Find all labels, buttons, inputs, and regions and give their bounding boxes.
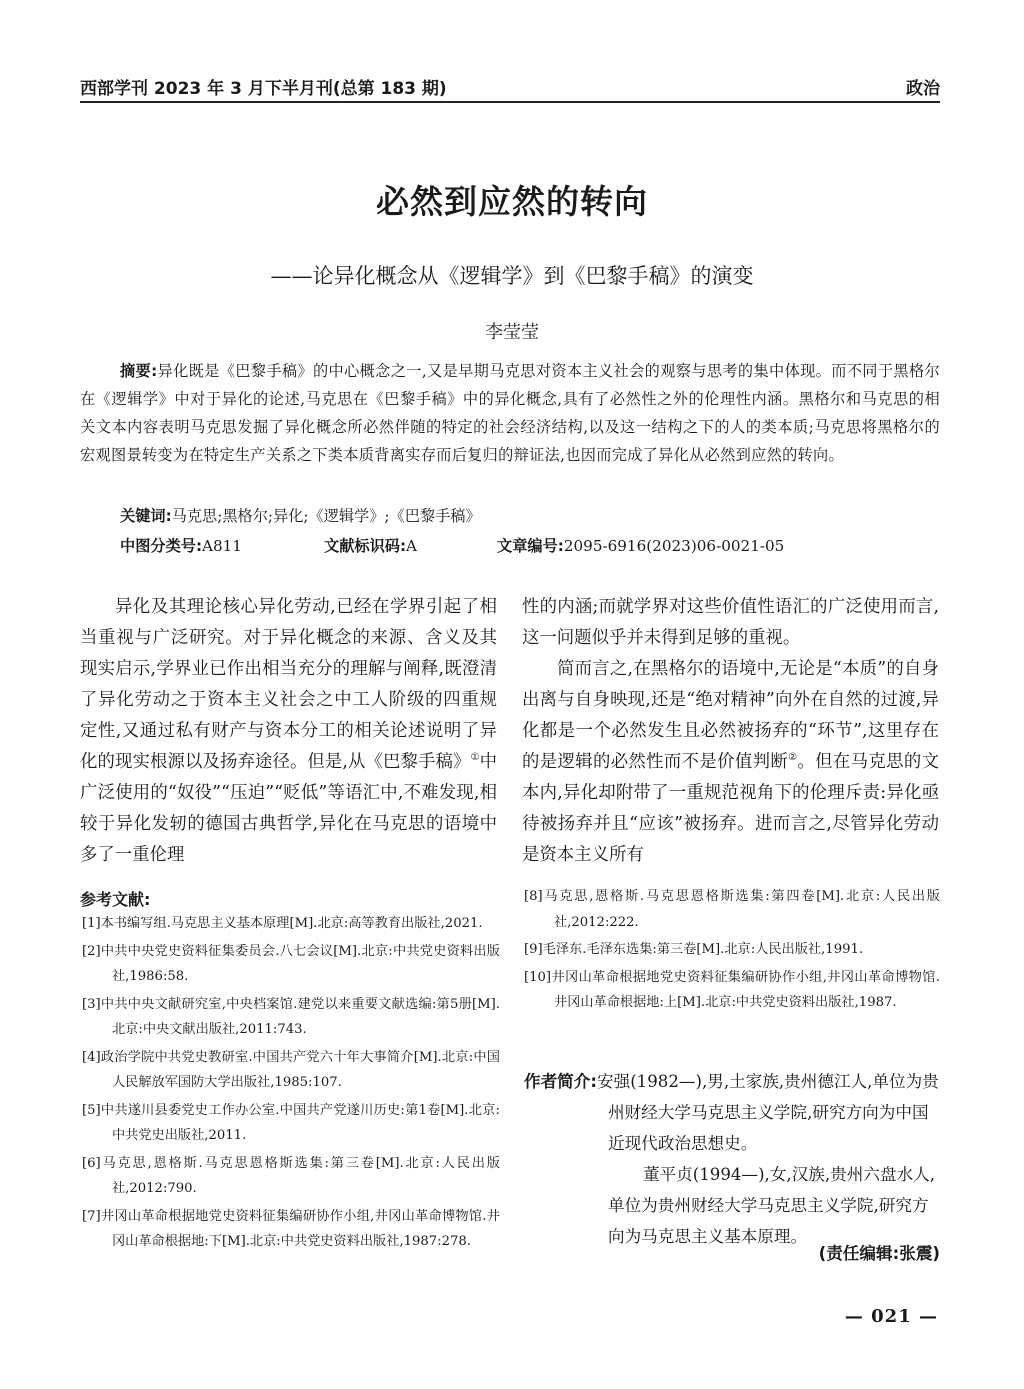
body-text: 。但在马克思的文本内,异化却附带了一重规范视角下的伦理斥责:异化亟待被扬弃并且“应该”被扬弃。进而言之,尽管异化劳动是资本主义所有: [522, 752, 939, 865]
article-number: [497, 535, 784, 556]
document-code: [324, 535, 417, 556]
keywords-label: 关键词:: [120, 507, 172, 525]
footnote-marker: ②: [788, 752, 798, 764]
body-text: 中广泛使用的“奴役”“压迫”“贬低”等语汇中,不难发现,相较于异化发轫的德国古典哲学,异化在马克思的语境中多了一重伦理: [80, 752, 498, 865]
article-subtitle: ——论异化概念从《逻辑学》到《巴黎手稿》的演变: [270, 264, 754, 288]
classification-label: 中图分类号:: [120, 537, 203, 555]
author-info: [524, 1066, 940, 1252]
author-info-text: 安强(1982—),男,土家族,贵州德江人,单位为贵州财经大学马克思主义学院,研究方向为中国近现代政治思想史。: [597, 1072, 939, 1153]
footnote-marker: ①: [470, 752, 480, 764]
reference-item: [3]中共中央文献研究室,中央档案馆.建党以来重要文献选编:第5册[M].北京:中央文献出版社,2011:743.: [82, 996, 500, 1037]
reference-item: [8]马克思,恩格斯.马克思恩格斯选集:第四卷[M].北京:人民出版社,2012:222.: [524, 889, 940, 930]
references-list-right: [524, 884, 940, 1018]
keywords: [120, 505, 481, 526]
responsible-editor: (责任编辑:张震): [818, 1244, 940, 1263]
document-code-value: A: [406, 537, 417, 555]
page-number: — 021 —: [844, 1306, 938, 1327]
references-list-left: [82, 911, 500, 1257]
author-info-second: 董平贞(1994—),女,汉族,贵州六盘水人,单位为贵州财经大学马克思主义学院,研究方向为马克思主义基本原理。: [608, 1165, 935, 1246]
header-divider: [80, 101, 940, 103]
abstract-text: 异化既是《巴黎手稿》的中心概念之一,又是早期马克思对资本主义社会的观察与思考的集中体现。而不同于黑格尔在《逻辑学》中对于异化的论述,马克思在《巴黎手稿》中的异化概念,具有了必然性之外的伦理性内涵。黑格尔和马克思的相关文本内容表明马克思发掘了异化概念所必然伴随的特定的社会经济结构,以及这一结构之下的人的类本质;马克思将黑格尔的宏观图景转变为在特定生产关系之下类本质背离实存而后复归的辩证法,也因而完成了异化从必然到应然的转向。: [80, 362, 940, 464]
body-paragraph: [80, 592, 497, 871]
reference-item: [9]毛泽东.毛泽东选集:第三卷[M].北京:人民出版社,1991.: [524, 942, 864, 957]
article-author: 李莹莹: [485, 322, 539, 343]
body-column-right: [522, 592, 939, 871]
abstract: [80, 357, 940, 469]
author-info-first: [524, 1066, 940, 1159]
journal-header: 西部学刊 2023 年 3 月下半月刊(总第 183 期): [80, 79, 447, 99]
reference-item: [6]马克思,恩格斯.马克思恩格斯选集:第三卷[M].北京:人民出版社,2012:790.: [82, 1155, 500, 1196]
article-title: 必然到应然的转向: [376, 182, 648, 221]
reference-item: [7]井冈山革命根据地党史资料征集编研协作小组,井冈山革命博物馆.井冈山革命根据地:下[M].北京:中共党史资料出版社,1987:278.: [82, 1208, 500, 1249]
author-info-label: 作者简介:: [524, 1072, 598, 1091]
reference-item: [4]政治学院中共党史教研室.中国共产党六十年大事简介[M].北京:中国人民解放军国防大学出版社,1985:107.: [82, 1049, 500, 1090]
keywords-text: 马克思;黑格尔;异化;《逻辑学》;《巴黎手稿》: [171, 507, 481, 525]
body-paragraph: [522, 654, 939, 871]
abstract-label: 摘要:: [120, 362, 158, 380]
section-label: 政治: [906, 79, 940, 99]
classification-number: [120, 535, 242, 556]
reference-item: [1]本书编写组.马克思主义基本原理[M].北京:高等教育出版社,2021.: [82, 916, 483, 931]
classification-value: A811: [202, 537, 242, 555]
reference-item: [5]中共遂川县委党史工作办公室.中国共产党遂川历史:第1卷[M].北京:中共党史出版社,2011.: [82, 1102, 500, 1143]
reference-item: [2]中共中央党史资料征集委员会.八七会议[M].北京:中共党史资料出版社,1986:58.: [82, 943, 500, 984]
reference-item: [10]井冈山革命根据地党史资料征集编研协作小组,井冈山革命博物馆.井冈山革命根据地:上[M].北京:中共党史资料出版社,1987.: [524, 969, 940, 1010]
article-number-label: 文章编号:: [497, 537, 564, 555]
references-heading: 参考文献:: [80, 890, 151, 909]
article-number-value: 2095-6916(2023)06-0021-05: [563, 537, 785, 555]
body-column-left: [80, 592, 497, 871]
body-paragraph: 性的内涵;而就学界对这些价值性语汇的广泛使用而言,这一问题似乎并未得到足够的重视。: [522, 597, 939, 648]
document-code-label: 文献标识码:: [324, 537, 407, 555]
body-text: 简而言之,在黑格尔的语境中,无论是“本质”的自身出离与自身映现,还是“绝对精神”向外在自然的过渡,异化都是一个必然发生且必然被扬弃的“环节”,这里存在的是逻辑的必然性而不是价值判断: [522, 659, 939, 772]
body-text: 异化及其理论核心异化劳动,已经在学界引起了相当重视与广泛研究。对于异化概念的来源、含义及其现实启示,学界业已作出相当充分的理解与阐释,既澄清了异化劳动之于资本主义社会之中工人阶级的四重规定性,又通过私有财产与资本分工的相关论述说明了异化的现实根源以及扬弃途径。但是,从《巴黎手稿》: [80, 597, 497, 772]
